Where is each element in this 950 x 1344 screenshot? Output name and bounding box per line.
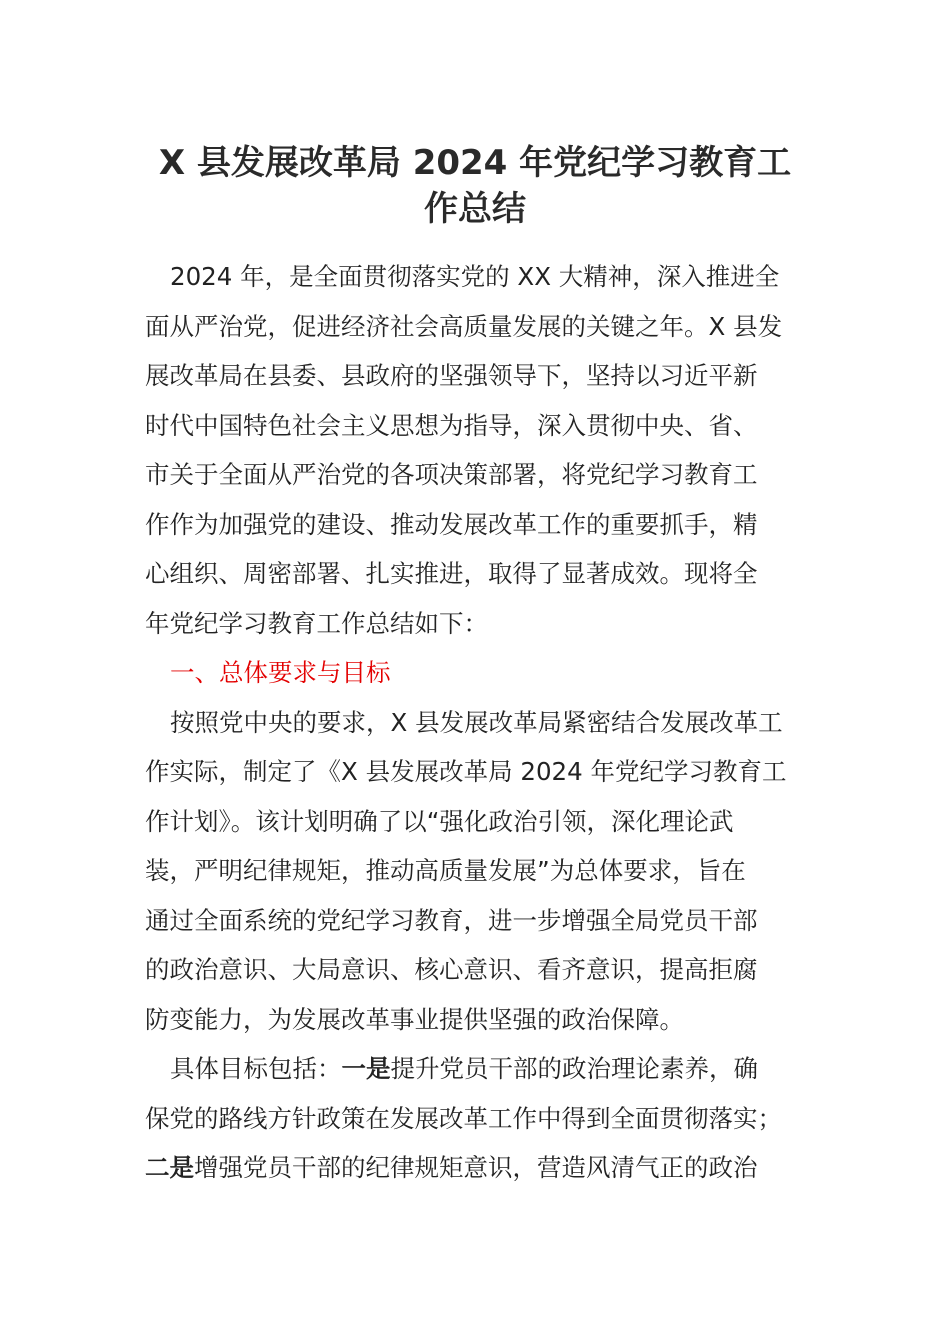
paragraph-line: 作实际，制定了《X 县发展改革局 2024 年党纪学习教育工 xyxy=(145,757,787,786)
intro-line: 作作为加强党的建设、推动发展改革工作的重要抓手，精 xyxy=(145,509,758,539)
paragraph-line: 装，严明纪律规矩，推动高质量发展”为总体要求，旨在 xyxy=(145,856,746,885)
paragraph-line: 按照党中央的要求，X 县发展改革局紧密结合发展改革工 xyxy=(170,707,783,737)
text-span: 具体目标包括： xyxy=(170,1054,342,1083)
text-span: 增强党员干部的纪律规矩意识，营造风清气正的政治 xyxy=(194,1153,758,1182)
intro-line: 2024 年，是全面贯彻落实党的 XX 大精神，深入推进全 xyxy=(170,262,780,291)
intro-line: 时代中国特色社会主义思想为指导，深入贯彻中央、省、 xyxy=(145,410,758,440)
paragraph-line xyxy=(145,1044,810,1094)
paragraph-line: 保党的路线方针政策在发展改革工作中得到全面贯彻落实； xyxy=(145,1103,782,1133)
document-body xyxy=(145,252,810,1193)
bold-keyword: 二是 xyxy=(145,1153,194,1182)
intro-line: 心组织、周密部署、扎实推进，取得了显著成效。现将全 xyxy=(145,559,758,588)
paragraph-line: 防变能力，为发展改革事业提供坚强的政治保障。 xyxy=(145,1004,684,1034)
intro-line: 年党纪学习教育工作总结如下： xyxy=(145,608,488,638)
text-span: 提升党员干部的政治理论素养，确 xyxy=(390,1054,758,1083)
paragraph-line xyxy=(145,1143,810,1193)
intro-line: 市关于全面从严治党的各项决策部署，将党纪学习教育工 xyxy=(145,460,758,489)
paragraph-line: 的政治意识、大局意识、核心意识、看齐意识，提高拒腐 xyxy=(145,955,758,984)
intro-line: 面从严治党，促进经济社会高质量发展的关键之年。X 县发 xyxy=(145,311,783,341)
document-title xyxy=(145,140,805,232)
intro-line: 展改革局在县委、县政府的坚强领导下，坚持以习近平新 xyxy=(145,361,758,390)
title-line-2: 作总结 xyxy=(424,189,526,229)
bold-keyword: 一是 xyxy=(341,1054,391,1083)
paragraph-line: 通过全面系统的党纪学习教育，进一步增强全局党员干部 xyxy=(145,905,758,935)
title-line-1: X 县发展改革局 2024 年党纪学习教育工 xyxy=(158,143,792,183)
paragraph-line: 作计划》。该计划明确了以“强化政治引领，深化理论武 xyxy=(145,806,734,836)
section-heading: 一、总体要求与目标 xyxy=(170,658,391,687)
